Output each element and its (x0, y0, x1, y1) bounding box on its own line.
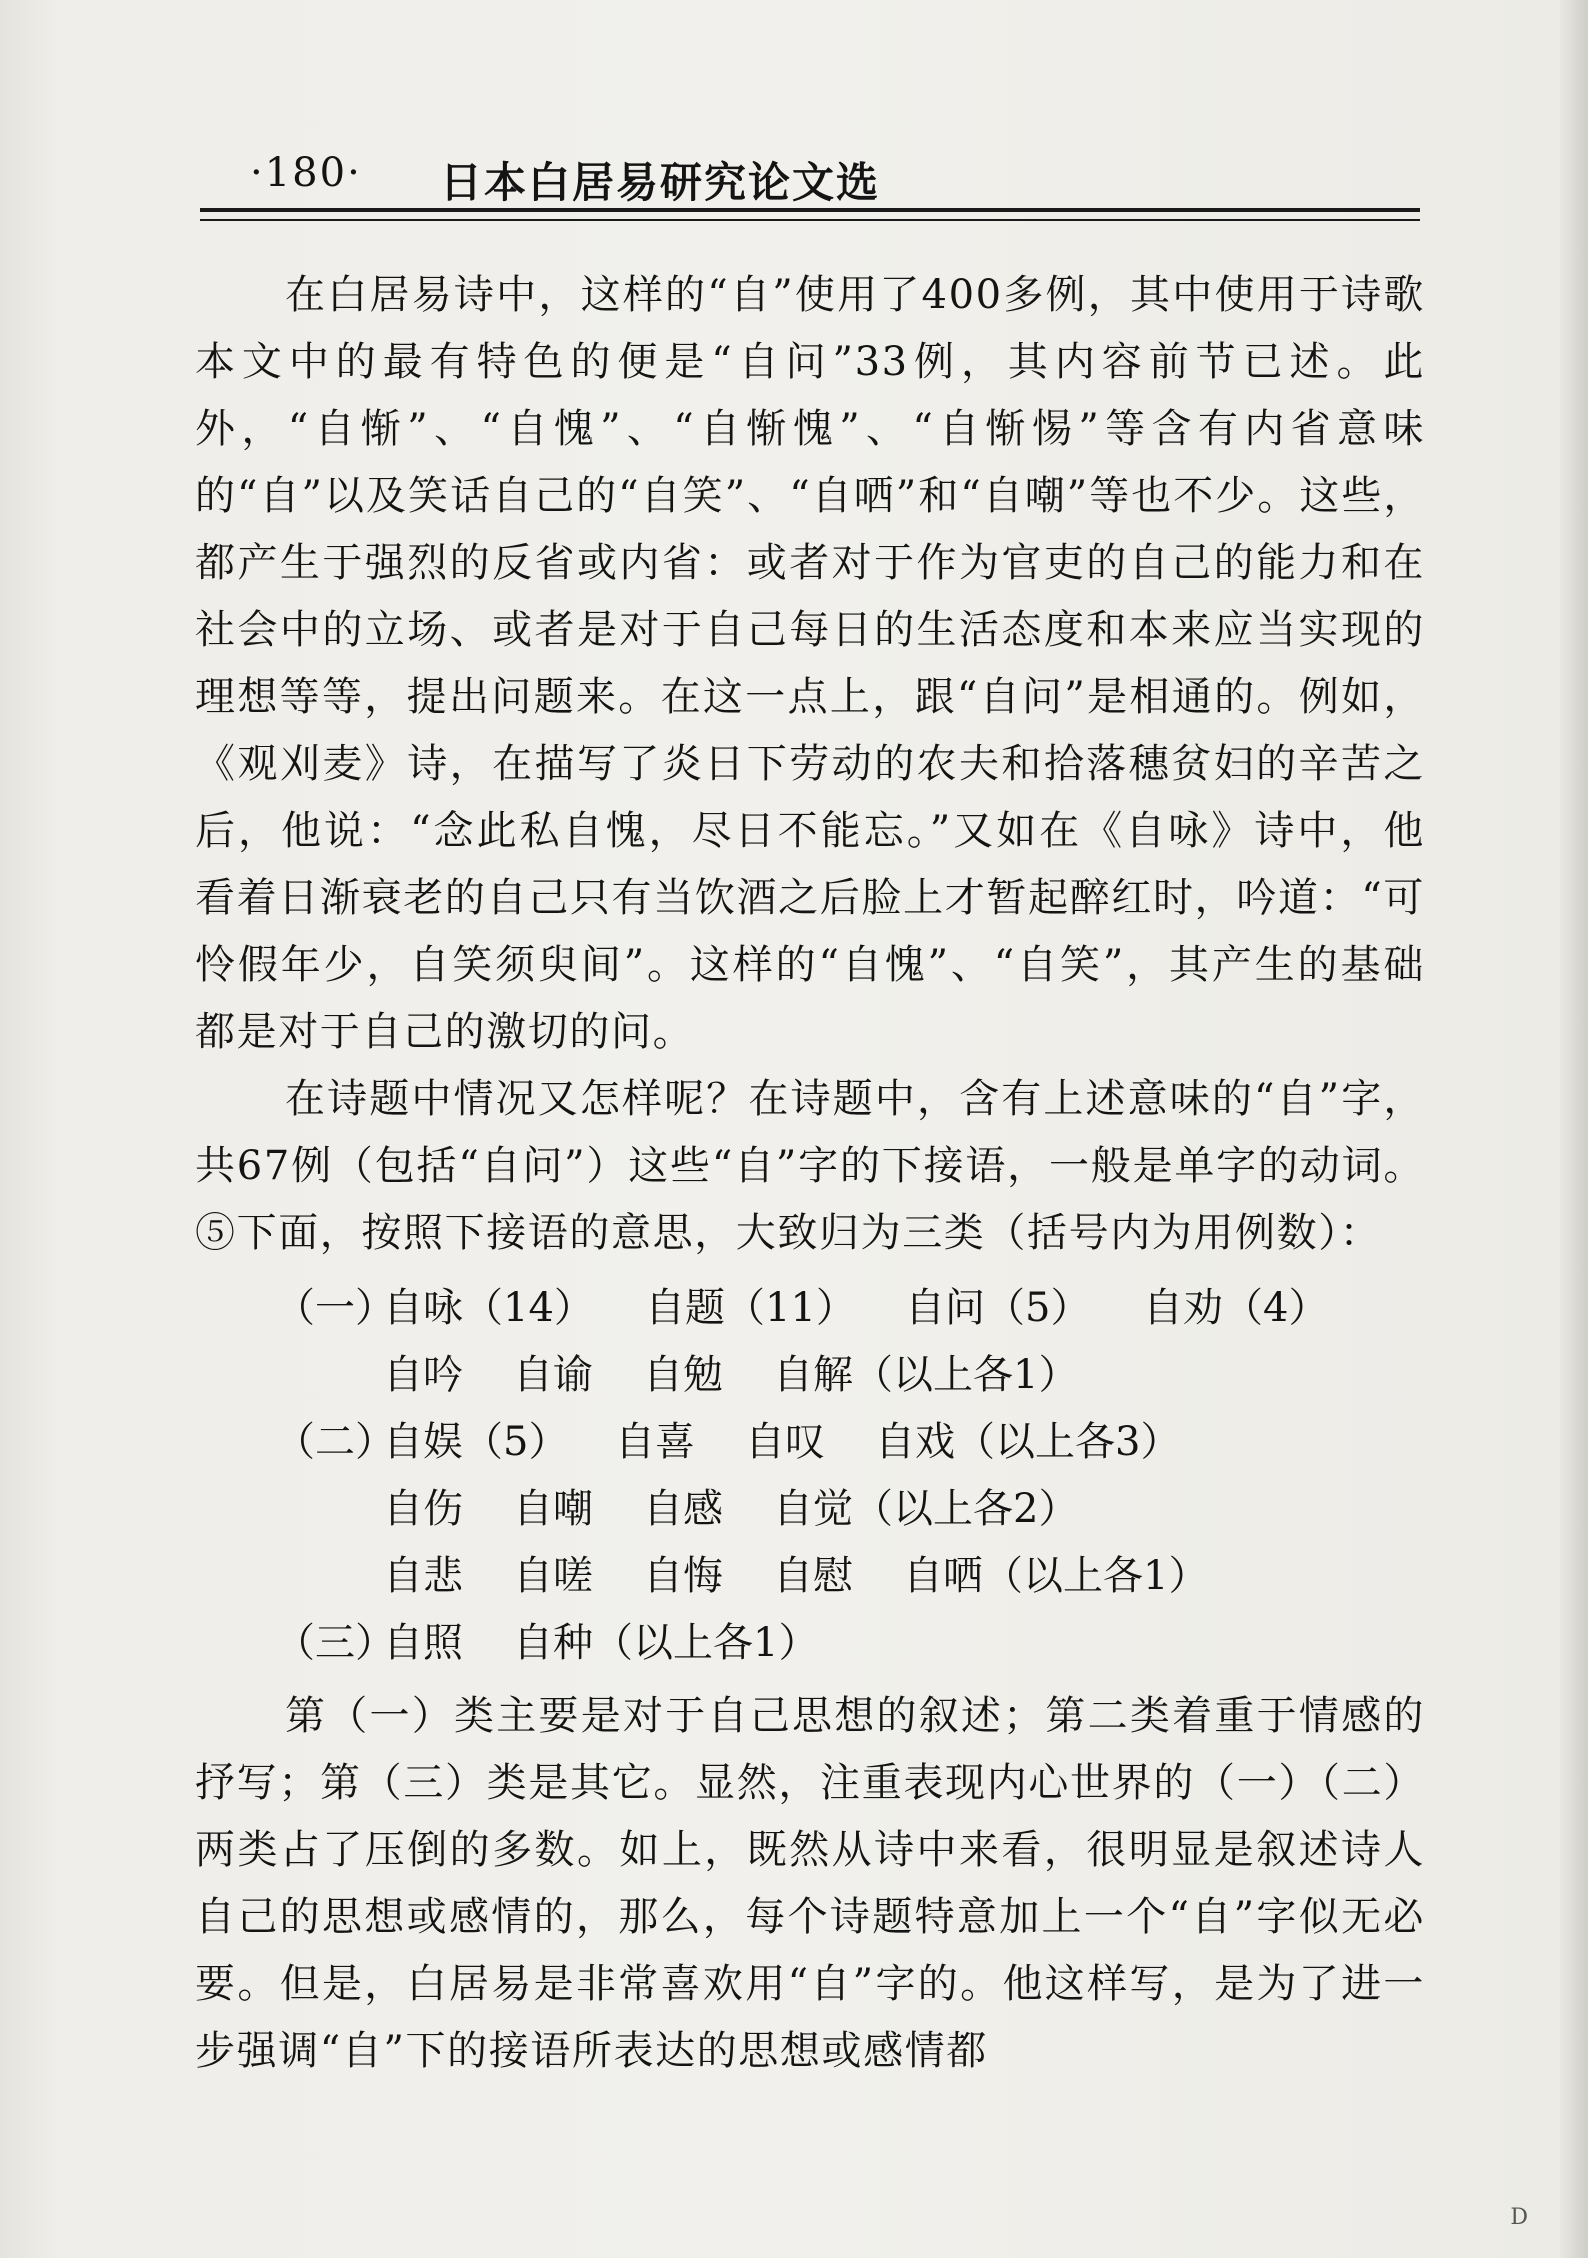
book-title: 日本白居易研究论文选 (440, 158, 881, 207)
list-term: 自觉（以上各2） (773, 1486, 1079, 1532)
page-number: ·180· (250, 150, 362, 196)
list-row-2 (195, 1342, 1425, 1409)
list-term: 自嘲 (513, 1486, 593, 1532)
list-term: 自谕 (513, 1352, 593, 1398)
paragraph-2: 在诗题中情况又怎样呢？在诗题中，含有上述意味的“自”字，共67例（包括“自问”）这些“自”字的下接语，一般是单字的动词。⑤下面，按照下接语的意思，大致归为三类（括号内为用例数）： (195, 1076, 1425, 1256)
running-header (200, 150, 1420, 207)
paragraph-1: 在白居易诗中，这样的“自”使用了400多例，其中使用于诗歌本文中的最有特色的便是“自问”33例，其内容前节已述。此外，“自惭”、“自愧”、“自惭愧”、“自惭惕”等含有内省意味的“自”以及笑话自己的“自笑”、“自哂”和“自嘲”等也不少。这些，都产生于强烈的反省或内省：或者对于作为官吏的自己的能力和在社会中的立场、或者是对于自己每日的生活态度和本来应当实现的理想等等，提出问题来。在这一点上，跟“自问”是相通的。例如，《观刈麦》诗，在描写了炎日下劳动的农夫和拾落穗贫妇的辛苦之后，他说：“念此私自愧，尽日不能忘。”又如在《自咏》诗中，他看着日渐衰老的自己只有当饮酒之后脸上才暂起醉红时，吟道：“可怜假年少，自笑须臾间”。这样的“自愧”、“自笑”，其产生的基础都是对于自己的激切的问。 (195, 272, 1425, 1055)
category-label: （三） (275, 1620, 395, 1666)
list-term: 自感 (643, 1486, 723, 1532)
list-term: 自劝（4） (1143, 1285, 1329, 1331)
list-term: 自问（5） (905, 1285, 1091, 1331)
list-row-1 (195, 1275, 1425, 1342)
list-term: 自伤 (383, 1486, 463, 1532)
list-row-4 (195, 1476, 1425, 1543)
header-rule-thin (200, 219, 1420, 221)
corner-mark: D (1510, 2205, 1528, 2230)
category-label: （一） (275, 1285, 395, 1331)
page-spine-shadow (1560, 0, 1588, 2258)
category-list (195, 1275, 1425, 1677)
list-term: 自悲 (383, 1553, 463, 1599)
list-term: 自喜 (615, 1419, 695, 1465)
list-term: 自种（以上各1） (513, 1620, 819, 1666)
list-term: 自哂（以上各1） (903, 1553, 1209, 1599)
list-term: 自题（11） (645, 1285, 856, 1331)
list-term: 自嗟 (513, 1553, 593, 1599)
list-row-5 (195, 1543, 1425, 1610)
list-term: 自叹 (745, 1419, 825, 1465)
list-term: 自解（以上各1） (773, 1352, 1079, 1398)
category-label: （二） (275, 1419, 395, 1465)
list-term: 自照 (383, 1620, 463, 1666)
paragraph-3: 第（一）类主要是对于自己思想的叙述；第二类着重于情感的抒写；第（三）类是其它。显然，注重表现内心世界的（一）（二）两类占了压倒的多数。如上，既然从诗中来看，很明显是叙述诗人自己的思想或感情的，那么，每个诗题特意加上一个“自”字似无必要。但是，白居易是非常喜欢用“自”字的。他这样写，是为了进一步强调“自”下的接语所表达的思想或感情都 (195, 1693, 1425, 2074)
body-text (195, 262, 1425, 2085)
list-term: 自吟 (383, 1352, 463, 1398)
list-term: 自慰 (773, 1553, 853, 1599)
list-term: 自咏（14） (383, 1285, 594, 1331)
list-term: 自戏（以上各3） (875, 1419, 1181, 1465)
list-term: 自悔 (643, 1553, 723, 1599)
list-row-3 (195, 1409, 1425, 1476)
list-row-6 (195, 1610, 1425, 1677)
list-term: 自娱（5） (383, 1419, 569, 1465)
list-term: 自勉 (643, 1352, 723, 1398)
header-rule-thick (200, 208, 1420, 212)
